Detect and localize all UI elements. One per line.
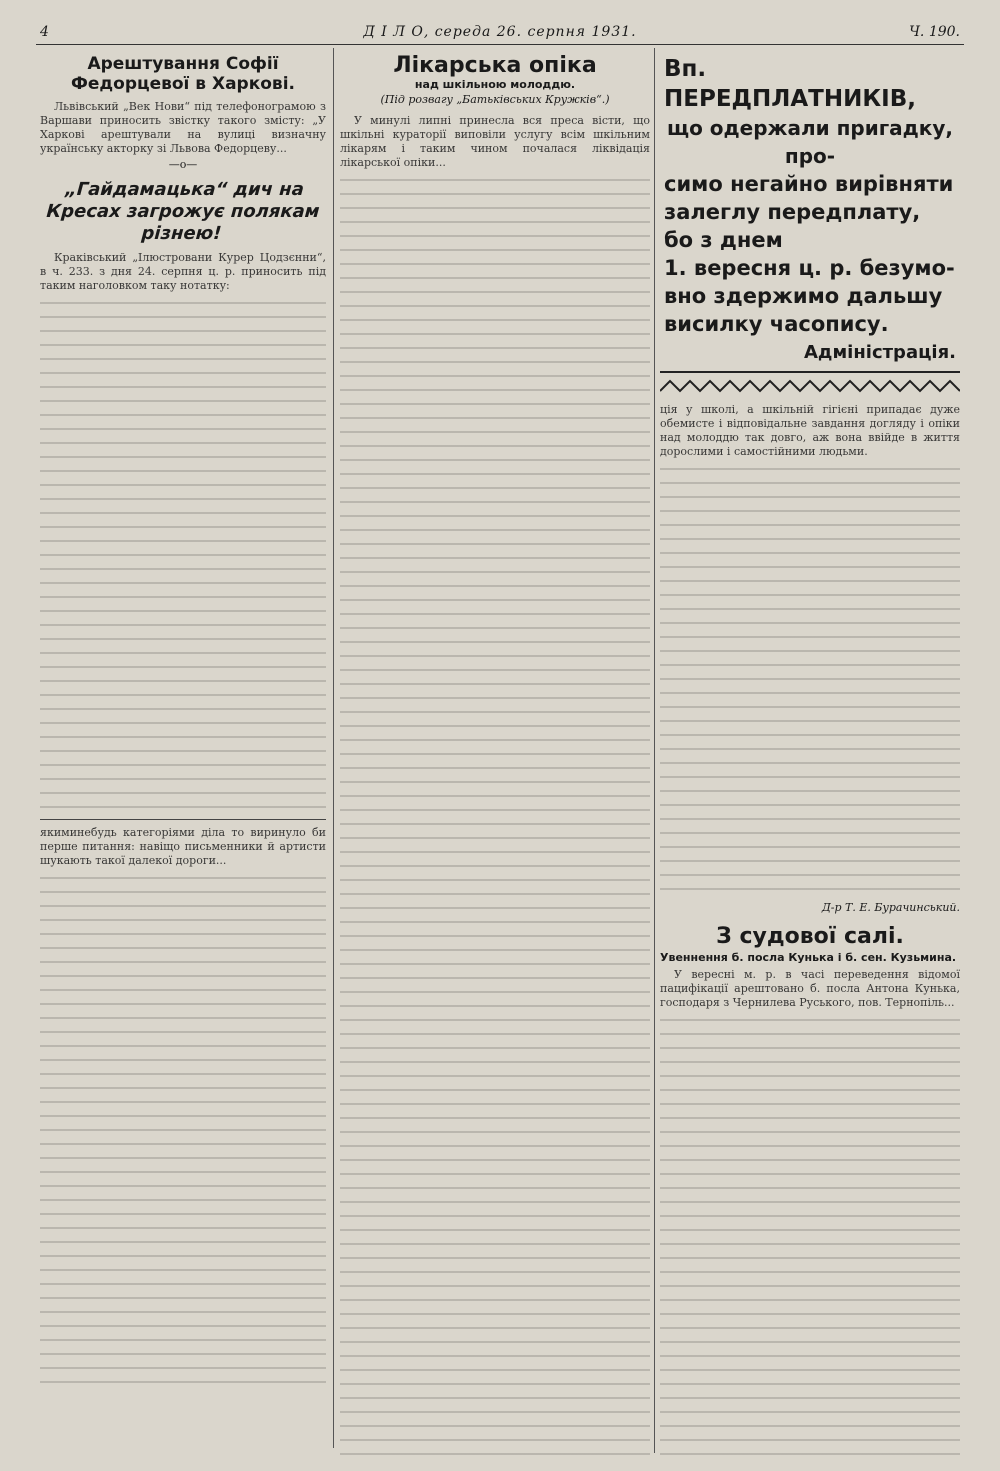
article-note: (Під розвагу „Батьківських Кружків“.) — [380, 93, 610, 106]
article-body: У минулі липні принесла вся преса вісти, що шкільні кураторії виповіли услугу всім шкільним лікарям і таким чином почалася ліквідація лікарської опіки... — [340, 114, 650, 169]
article-body: Краківський „Ілюстровани Курер Цодзєнни“, в ч. 233. з дня 24. серпня ц. р. приносить під таким наголовком таку нотатку: — [40, 251, 326, 292]
divider — [40, 819, 326, 820]
article-title: Арештування Софії Федорцевої в Харкові. — [71, 54, 295, 94]
article-title: Лікарська опіка — [393, 53, 597, 78]
article-title: З судової салі. — [716, 924, 904, 949]
column-divider — [654, 48, 655, 1453]
issue-number: Ч. 190. — [909, 24, 960, 40]
separator: —о— — [168, 158, 198, 171]
text-block — [40, 293, 326, 813]
notice-line: симо негайно вирівняти — [664, 172, 954, 196]
text-block — [660, 459, 960, 899]
article-subtitle: Увеннення б. посла Кунька і б. сен. Кузьмина. — [660, 951, 957, 964]
notice-line: залеглу передплату, бо з днем — [664, 200, 921, 252]
article-body: У вересні м. р. в часі переведення відомої пацифікації арештовано б. посла Антона Кунька, господаря з Чернилева Руського, пов. Тернопіль... — [660, 968, 960, 1009]
column-left — [40, 48, 326, 1448]
article-subtitle: над шкільною молоддю. — [414, 78, 576, 91]
page-header — [36, 22, 964, 45]
subscriber-notice — [660, 48, 960, 373]
notice-line: вно здержимо дальшу — [664, 284, 943, 308]
text-block — [660, 1010, 960, 1458]
column-right — [660, 48, 960, 1458]
text-block — [340, 170, 650, 1458]
author-signature: Д-р Т. Е. Бурачинський. — [821, 901, 960, 914]
notice-line: висилку часопису. — [664, 312, 889, 336]
masthead-line: Д І Л О, середа 26. серпня 1931. — [363, 24, 637, 40]
notice-line: що одержали пригадку, про- — [666, 116, 954, 168]
notice-line: 1. вересня ц. р. безумо- — [664, 256, 955, 280]
article-title: „Гайдамацька“ дич на Кресах загрожує полякам різнею! — [45, 179, 321, 244]
column-divider — [333, 48, 334, 1448]
article-body: Львівський „Век Нови“ під телефонограмою з Варшави приносить звістку такого змісту: „У Харкові арештували на вулиці визначну українську акторку зі Львова Федорцеву... — [40, 100, 326, 155]
notice-signature: Адміністрація. — [804, 342, 956, 363]
notice-line: Вп. ПЕРЕДПЛАТНИКІВ, — [664, 56, 916, 112]
decorative-border — [660, 379, 960, 393]
article-body: якиминебудь категоріями діла то виринуло би перше питання: навіщо письменники й артисти шукають такої далекої дороги... — [40, 826, 326, 867]
column-middle — [340, 48, 650, 1458]
page-number: 4 — [40, 24, 49, 40]
text-block — [40, 868, 326, 1388]
article-body: ція у школі, а шкільній гігієні припадає дуже обемисте і відповідальне завдання догляду і опіки над молоддю так довго, аж вона ввійде в життя дорослими і самостійними людьми. — [660, 403, 960, 458]
